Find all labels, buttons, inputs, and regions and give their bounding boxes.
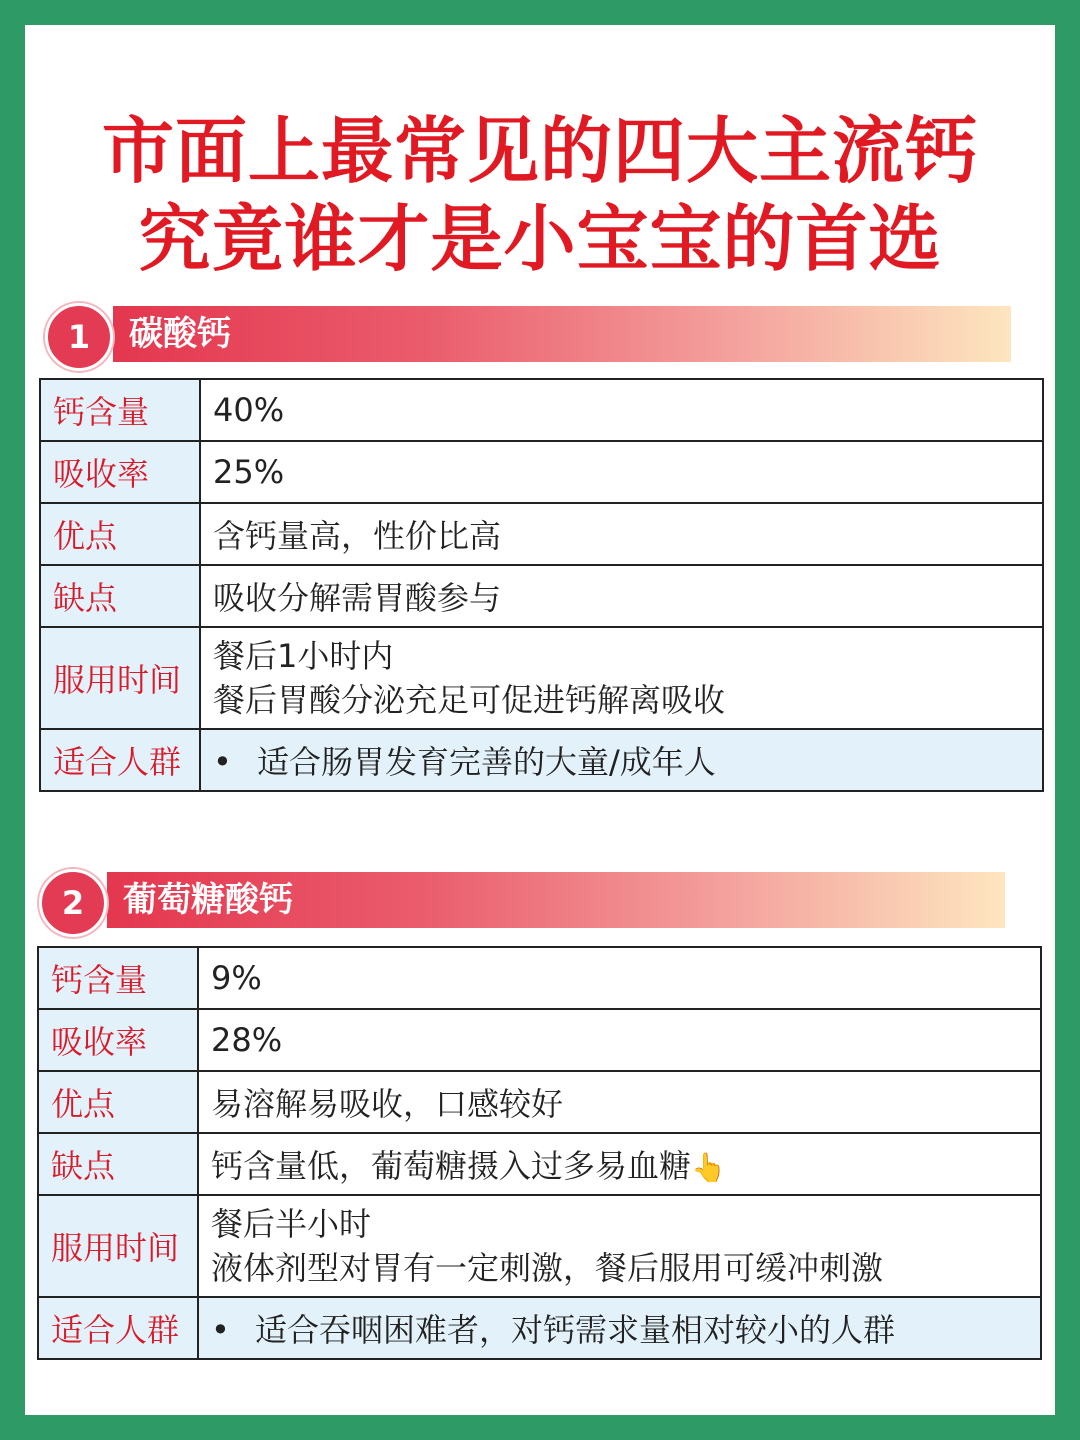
table-row-cons [40,565,1043,627]
row-label: 吸收率 [38,1009,198,1071]
row-value: 40% [200,379,1043,441]
section-header-2 [39,872,1007,928]
row-label: 优点 [40,503,200,565]
audience-text: 适合吞咽困难者，对钙需求量相对较小的人群 [255,1311,896,1349]
row-label: 钙含量 [38,947,198,1009]
row-value: 含钙量高，性价比高 [200,503,1043,565]
timing-line-1: 餐后半小时 [211,1205,372,1243]
audience-text: 适合肠胃发育完善的大童/成年人 [257,743,716,781]
row-label: 适合人群 [40,729,200,791]
row-label: 吸收率 [40,441,200,503]
table-row-pros [40,503,1043,565]
section-title: 碳酸钙 [129,314,231,354]
table-row-audience [40,729,1043,791]
row-value: 易溶解易吸收，口感较好 [198,1071,1041,1133]
row-value [198,1195,1041,1297]
table-row-calcium [38,947,1041,1009]
table-row-audience [38,1297,1041,1359]
table-row-timing [38,1195,1041,1297]
table-row-calcium [40,379,1043,441]
timing-line-1: 餐后1小时内 [213,637,394,675]
timing-line-2: 餐后胃酸分泌充足可促进钙解离吸收 [213,681,726,719]
row-label: 服用时间 [38,1195,198,1297]
section-title-bar [113,306,1011,362]
table-row-timing [40,627,1043,729]
section-header-1 [45,306,995,362]
row-label: 缺点 [40,565,200,627]
row-value: 吸收分解需胃酸参与 [200,565,1043,627]
row-value [198,1133,1041,1195]
table-row-pros [38,1071,1041,1133]
row-value: 25% [200,441,1043,503]
table-row-cons [38,1133,1041,1195]
content-card [25,25,1055,1415]
section-number-badge: 1 [45,303,113,371]
info-table-2 [37,946,1042,1360]
row-label: 服用时间 [40,627,200,729]
info-table-1 [39,378,1044,792]
bullet-marker: • [213,743,232,781]
row-label: 适合人群 [38,1297,198,1359]
table-row-absorption [40,441,1043,503]
row-label: 缺点 [38,1133,198,1195]
section-number-badge: 2 [39,869,107,937]
row-value [198,1297,1041,1359]
section-title-bar [107,872,1005,928]
row-value [200,627,1043,729]
cons-text: 钙含量低，葡萄糖摄入过多易血糖 [211,1147,692,1185]
row-label: 钙含量 [40,379,200,441]
pointing-up-hand-icon: 👆 [691,1151,726,1184]
title-line-2: 究竟谁才是小宝宝的首选 [138,197,942,281]
section-title: 葡萄糖酸钙 [123,880,293,920]
table-row-absorption [38,1009,1041,1071]
row-value [200,729,1043,791]
page-title [25,107,1055,283]
row-value: 9% [198,947,1041,1009]
row-value: 28% [198,1009,1041,1071]
bullet-marker: • [211,1311,230,1349]
title-line-1: 市面上最常见的四大主流钙 [101,109,978,193]
timing-line-2: 液体剂型对胃有一定刺激，餐后服用可缓冲刺激 [211,1249,884,1287]
row-label: 优点 [38,1071,198,1133]
